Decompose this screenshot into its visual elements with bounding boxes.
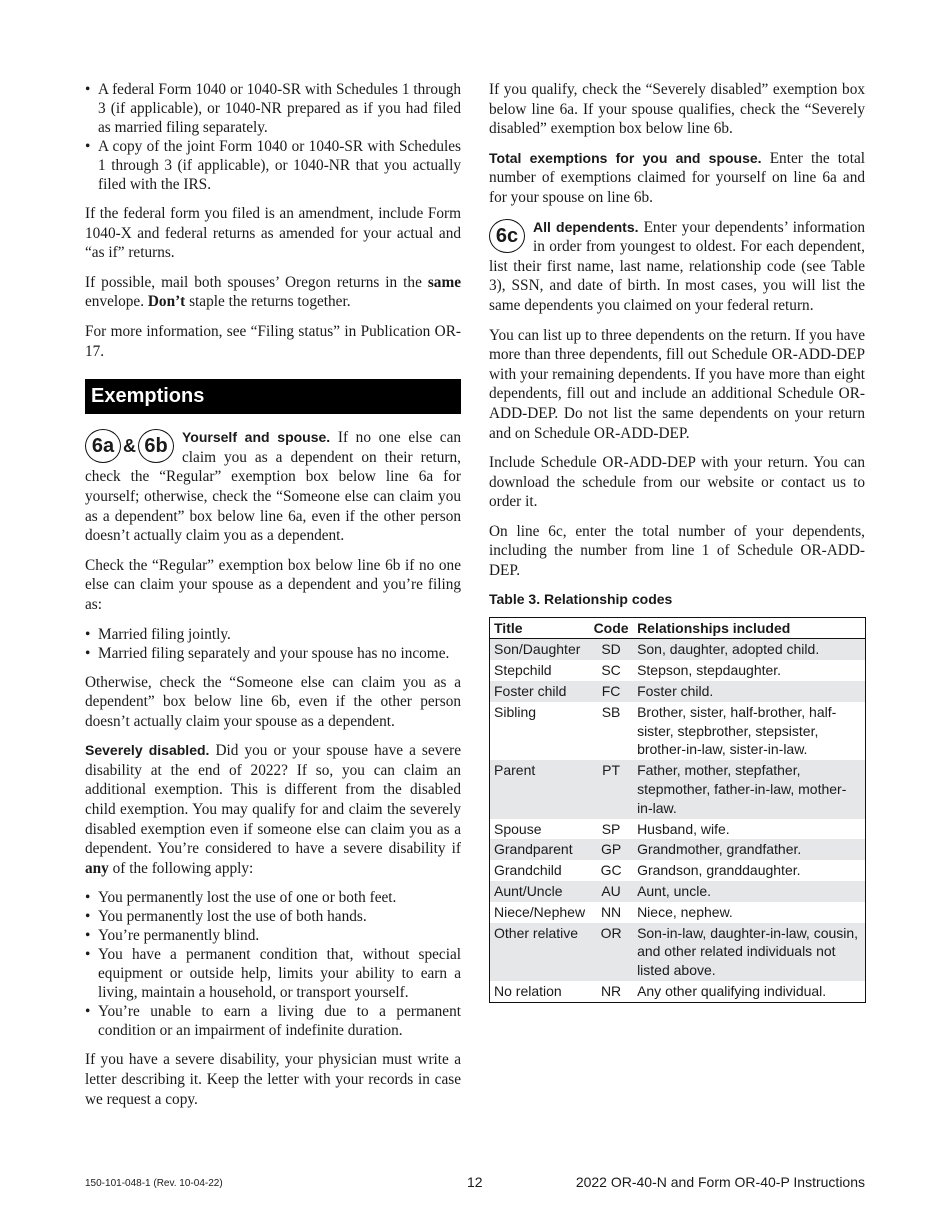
cell-relationships: Foster child.	[633, 681, 865, 702]
yourself-spouse-heading: Yourself and spouse.	[182, 429, 331, 446]
cell-relationships: Aunt, uncle.	[633, 881, 865, 902]
line-6c-paragraph: On line 6c, enter the total number of your dependents, including the number from line 1 of Schedule OR-ADD-DEP.	[489, 522, 865, 580]
cell-code: AU	[589, 881, 633, 902]
list-item: • You permanently lost the use of both hands.	[85, 907, 461, 926]
cell-title: Spouse	[494, 820, 542, 837]
yourself-spouse-section	[85, 428, 461, 546]
disability-conditions-list	[85, 888, 461, 1040]
cell-title: Grandchild	[494, 862, 562, 879]
table-body	[490, 639, 866, 1002]
cell-relationships: Son-in-law, daughter-in-law, cousin, and other related individuals not listed above.	[633, 923, 865, 981]
list-item: • You’re unable to earn a living due to a permanent condition or an impairment of indefinite duration.	[85, 1002, 461, 1040]
list-item: • You permanently lost the use of one or both feet.	[85, 888, 461, 907]
cell-relationships: Grandson, granddaughter.	[637, 862, 801, 879]
line-6c-badge: 6c	[489, 219, 525, 253]
cell-code: SP	[601, 820, 621, 837]
cell-code: SC	[601, 662, 621, 679]
cell-title: Foster child	[490, 681, 590, 702]
three-dependents-paragraph: You can list up to three dependents on the return. If you have more than three dependents, fill out Schedule OR-ADD-DEP with your remaining dependents. If you have more than eight dependents, fill out and include an additional Schedule OR-ADD-DEP. Do not list the same dependents on your return and on Schedule OR-ADD-DEP.	[489, 326, 865, 442]
list-item: • Married filing jointly.	[85, 625, 461, 644]
line-badges-6a-6b	[85, 428, 174, 464]
include-schedule-paragraph: Include Schedule OR-ADD-DEP with your return. You can download the schedule from our website or contact us to order it.	[489, 454, 865, 511]
ampersand: &	[123, 435, 136, 456]
list-item: • You have a permanent condition that, without special equipment or outside help, limits your ability to earn a living, maintain a household, or transport yourself.	[85, 945, 461, 1002]
cell-relationships: Brother, sister, half-brother, half-sister, stepbrother, stepsister, brother-in-law, sister-in-law.	[637, 703, 837, 758]
table-row	[490, 860, 866, 881]
amendment-paragraph: If the federal form you filed is an amendment, include Form 1040-X and federal returns as amended for your actual and “as if” returns.	[85, 205, 461, 262]
list-item: • A copy of the joint Form 1040 or 1040-SR with Schedules 1 through 3 (if applicable), or 1040-NR that you actually filed with the IRS.	[85, 137, 461, 194]
otherwise-paragraph: Otherwise, check the “Someone else can claim you as a dependent” box below line 6b, even if the other person doesn’t actually claim your spouse as a dependent.	[85, 673, 461, 730]
table-row	[490, 839, 866, 860]
header-relationships: Relationships included	[633, 617, 865, 639]
cell-title: Parent	[490, 760, 590, 818]
list-item: • You’re permanently blind.	[85, 926, 461, 945]
cell-code: NR	[600, 983, 622, 999]
cell-title: Stepchild	[494, 662, 552, 679]
table-row	[490, 702, 866, 760]
filing-status-list	[85, 625, 461, 663]
list-item: • A federal Form 1040 or 1040-SR with Schedules 1 through 3 (if applicable), or 1040-NR prepared as if you had filed as married filing separately.	[85, 80, 461, 137]
line-badge-6c-wrap	[489, 218, 525, 254]
total-exemptions-paragraph: Total exemptions for you and spouse. Enter the total number of exemptions claimed for yourself on line 6a and for your spouse on line 6b.	[489, 149, 865, 206]
severely-disabled-paragraph: Severely disabled. Did you or your spouse have a severe disability at the end of 2022? If so, you can claim an additional exemption. This is different from the disabled child exemption. You may qualify for and claim the severely disabled exemption even if someone else can claim you as a dependent. You’re considered to have a severe disability if any of the following apply:	[85, 742, 461, 877]
table-row	[490, 902, 866, 923]
table-row	[490, 681, 866, 702]
cell-title: Grandparent	[490, 839, 590, 860]
cell-relationships: Niece, nephew.	[637, 903, 733, 920]
line-6b-badge: 6b	[138, 429, 174, 463]
yourself-spouse-paragraph: Yourself and spouse. If no one else can claim you as a dependent on their return, check the “Regular” exemption box below line 6a for yourself; otherwise, check the “Someone else can claim you as a dependent” box below line 6a, even if the other person doesn’t actually claim you as a dependent.	[85, 429, 462, 545]
table-row	[490, 881, 866, 902]
cell-title: Niece/Nephew	[494, 903, 586, 920]
cell-relationships: Stepson, stepdaughter.	[637, 662, 782, 679]
all-dependents-paragraph: All dependents. Enter your dependents’ information in order from youngest to oldest. For each dependent, list their first name, last name, relationship code (see Table 3), SSN, and date of birth. In most cases, you will list the same dependents you claimed on your federal return.	[489, 218, 865, 314]
left-column	[85, 80, 461, 1119]
cell-relationships: Father, mother, stepfather, stepmother, father-in-law, mother-in-law.	[633, 760, 865, 818]
cell-relationships: Grandmother, grandfather.	[633, 839, 865, 860]
check-regular-paragraph: Check the “Regular” exemption box below line 6b if no one else can claim your spouse as a dependent and you’re filing as:	[85, 556, 461, 613]
cell-relationships: Any other qualifying individual.	[637, 983, 827, 999]
cell-code: OR	[589, 923, 633, 981]
line-6a-badge: 6a	[85, 429, 121, 463]
qualify-paragraph: If you qualify, check the “Severely disabled” exemption box below line 6a. If your spouse qualifies, check the “Severely disabled” exemption box below line 6b.	[489, 81, 865, 138]
table-row	[490, 923, 866, 981]
table-row	[490, 981, 866, 1002]
header-code: Code	[589, 617, 633, 639]
footer-title: 2022 OR-40-N and Form OR-40-P Instructions	[575, 1174, 865, 1190]
page-number: 12	[467, 1174, 483, 1190]
severely-disabled-heading: Severely disabled.	[85, 742, 210, 759]
cell-code: GC	[600, 862, 622, 879]
list-item: • Married filing separately and your spouse has no income.	[85, 644, 461, 663]
cell-title: No relation	[494, 983, 562, 999]
table-row	[490, 639, 866, 660]
cell-code: SB	[601, 703, 621, 720]
table-row	[490, 660, 866, 681]
more-info-paragraph: For more information, see “Filing status” in Publication OR-17.	[85, 322, 461, 360]
table-row	[490, 819, 866, 840]
cell-code: GP	[589, 839, 633, 860]
cell-relationships: Son, daughter, adopted child.	[633, 639, 865, 660]
relationship-codes-table	[489, 617, 866, 1003]
table-header-row	[490, 617, 866, 639]
cell-title: Sibling	[494, 703, 537, 720]
mail-paragraph: If possible, mail both spouses’ Oregon returns in the same envelope. Don’t staple the returns together.	[85, 273, 461, 311]
all-dependents-heading: All dependents.	[533, 218, 639, 235]
cell-code: SD	[589, 639, 633, 660]
all-dependents-section	[489, 218, 865, 316]
cell-title: Other relative	[490, 923, 590, 981]
cell-code: FC	[589, 681, 633, 702]
cell-code: NN	[600, 903, 622, 920]
cell-title: Son/Daughter	[490, 639, 590, 660]
physician-letter-paragraph: If you have a severe disability, your physician must write a letter describing it. Keep the letter with your records in case we request a copy.	[85, 1051, 461, 1108]
cell-title: Aunt/Uncle	[490, 881, 590, 902]
cell-relationships: Husband, wife.	[637, 820, 730, 837]
table-caption: Table 3. Relationship codes	[489, 590, 673, 607]
total-exemptions-heading: Total exemptions for you and spouse.	[489, 149, 762, 166]
table-row	[490, 760, 866, 818]
header-title: Title	[490, 617, 590, 639]
exemptions-banner: Exemptions	[85, 379, 461, 414]
federal-forms-list	[85, 80, 461, 194]
cell-code: PT	[589, 760, 633, 818]
right-column	[489, 80, 865, 1003]
form-id: 150-101-048-1 (Rev. 10-04-22)	[85, 1178, 223, 1189]
